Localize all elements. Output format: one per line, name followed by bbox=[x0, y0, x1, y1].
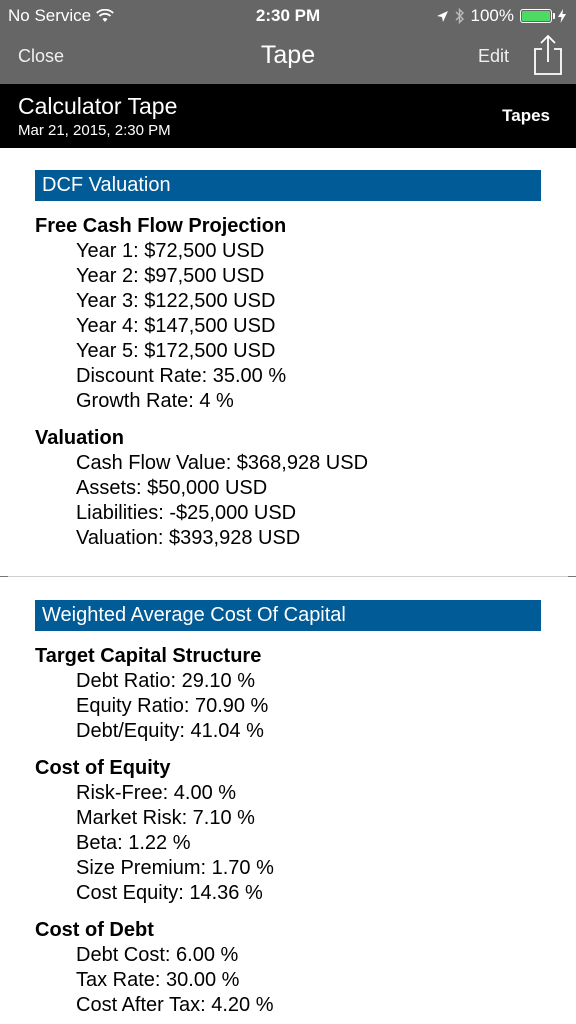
group-cost-of-debt bbox=[35, 918, 541, 1018]
carrier-label: No Service bbox=[8, 6, 92, 25]
tape-line: Debt/Equity: 41.04 % bbox=[76, 720, 264, 742]
tape-content[interactable] bbox=[0, 148, 576, 1024]
group-target-capital-structure bbox=[35, 644, 541, 744]
bluetooth-icon bbox=[455, 8, 465, 24]
tape-line: Year 3: $122,500 USD bbox=[76, 290, 276, 312]
tape-line: Year 1: $72,500 USD bbox=[76, 240, 265, 262]
tape-line: Cost Equity: 14.36 % bbox=[76, 882, 263, 904]
group-cost-of-equity bbox=[35, 756, 541, 906]
share-icon[interactable] bbox=[532, 34, 564, 76]
tape-line: Year 5: $172,500 USD bbox=[76, 340, 276, 362]
group-valuation bbox=[35, 426, 541, 551]
tape-line: Cost After Tax: 4.20 % bbox=[76, 994, 274, 1016]
group-title: Free Cash Flow Projection bbox=[35, 215, 287, 237]
tape-line: Discount Rate: 35.00 % bbox=[76, 365, 287, 387]
tape-line: Valuation: $393,928 USD bbox=[76, 527, 301, 549]
tape-line: Growth Rate: 4 % bbox=[76, 390, 234, 412]
charging-icon bbox=[558, 9, 566, 23]
section-header: DCF Valuation bbox=[35, 170, 541, 201]
group-free-cash-flow bbox=[35, 214, 541, 414]
tape-date: Mar 21, 2015, 2:30 PM bbox=[18, 122, 171, 139]
close-button[interactable]: Close bbox=[18, 46, 65, 66]
status-bar bbox=[0, 0, 576, 30]
edit-button[interactable]: Edit bbox=[477, 46, 509, 66]
tape-line: Debt Ratio: 29.10 % bbox=[76, 670, 255, 692]
battery-icon bbox=[520, 9, 552, 23]
tape-line: Tax Rate: 30.00 % bbox=[76, 969, 240, 991]
tape-title: Calculator Tape bbox=[18, 93, 178, 119]
tape-line: Beta: 1.22 % bbox=[76, 832, 191, 854]
battery-percent: 100% bbox=[470, 6, 514, 25]
tape-line: Cash Flow Value: $368,928 USD bbox=[76, 452, 369, 474]
nav-bar bbox=[0, 30, 576, 84]
group-title: Target Capital Structure bbox=[35, 645, 262, 667]
page-title: Tape bbox=[260, 41, 316, 69]
tape-line: Year 4: $147,500 USD bbox=[76, 315, 276, 337]
tape-line: Risk-Free: 4.00 % bbox=[76, 782, 237, 804]
section-divider bbox=[0, 576, 576, 577]
clock: 2:30 PM bbox=[255, 6, 321, 25]
group-title: Cost of Debt bbox=[35, 919, 154, 941]
group-title: Cost of Equity bbox=[35, 757, 171, 779]
tape-line: Debt Cost: 6.00 % bbox=[76, 944, 239, 966]
tape-line: Year 2: $97,500 USD bbox=[76, 265, 265, 287]
location-arrow-icon bbox=[436, 10, 449, 23]
tape-line: Equity Ratio: 70.90 % bbox=[76, 695, 269, 717]
group-title: Valuation bbox=[35, 427, 124, 449]
tape-line: Size Premium: 1.70 % bbox=[76, 857, 274, 879]
tape-line: Assets: $50,000 USD bbox=[76, 477, 268, 499]
tape-header bbox=[0, 84, 576, 148]
tape-line: Market Risk: 7.10 % bbox=[76, 807, 255, 829]
tape-line: Liabilities: -$25,000 USD bbox=[76, 502, 297, 524]
status-right bbox=[436, 6, 566, 26]
tapes-button[interactable]: Tapes bbox=[502, 106, 550, 125]
section-header: Weighted Average Cost Of Capital bbox=[35, 600, 541, 631]
